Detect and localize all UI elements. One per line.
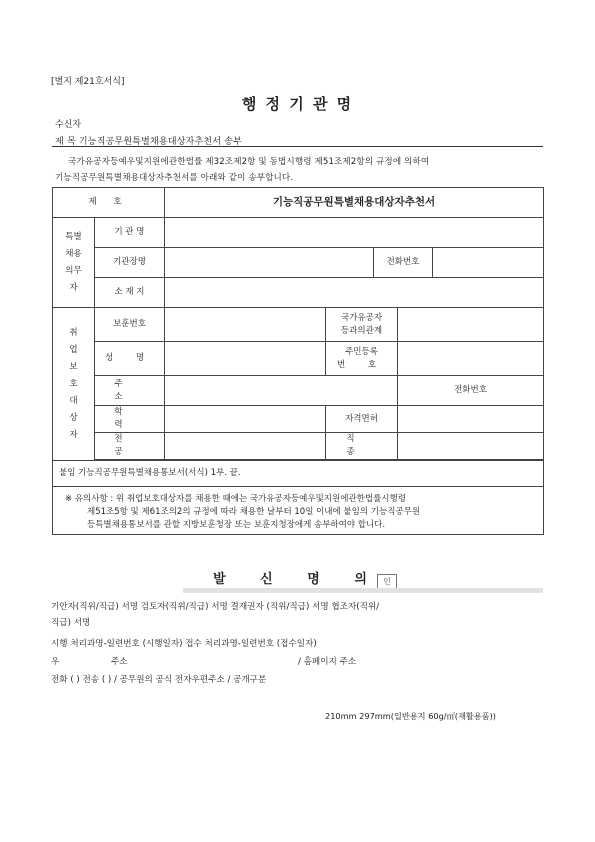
attachment-line: 붙임 기능직공무원특별채용통보서(서식) 1부. 끝. [53, 461, 544, 487]
sender-divider [183, 588, 543, 593]
paper-spec: 210mm 297mm(일반용지 60g/㎡(재활용품)) [325, 711, 496, 721]
protection-number-label: 보훈번호 [95, 308, 165, 342]
subject-underline [52, 146, 543, 147]
education-field[interactable] [165, 406, 326, 433]
agency-name-label: 기 관 명 [95, 218, 165, 248]
form-number: [별지 제21호서식] [51, 77, 125, 87]
notice-box [53, 487, 544, 535]
job-type-label: 직 종 [326, 433, 398, 460]
form-title: 기능직공무원특별채용대상자추천서 [165, 188, 544, 218]
homepage-label: / 홈페이지 주소 [298, 657, 357, 667]
protection-number-field[interactable] [165, 308, 326, 342]
sender-title: 발 신 명 의 [213, 572, 382, 587]
location-label: 소 재 지 [95, 278, 165, 308]
relation-field[interactable] [398, 308, 544, 342]
approval-line-1: 기안자(직위/직급) 서명 검토자(직위/직급) 서명 결재권자 (직위/직급) 서명 협조자(직위/ [51, 602, 380, 612]
rrn-label: 주민등록 번 호 [326, 342, 398, 376]
agency-name-field[interactable] [165, 218, 544, 248]
license-label: 자격면허 [326, 406, 398, 433]
job-type-field[interactable] [398, 433, 544, 460]
major-field[interactable] [165, 433, 326, 460]
intro-line-2: 기능직공무원특별채용대상자추천서를 아래와 같이 송부합니다. [55, 173, 294, 183]
name-field[interactable] [165, 342, 326, 376]
recommendation-form-table [52, 187, 544, 535]
major-label: 전 공 [95, 433, 165, 460]
license-field[interactable] [398, 406, 544, 433]
location-field[interactable] [165, 278, 544, 308]
subject-line: 제 목 기능직공무원특별채용대상자추천서 송부 [55, 137, 243, 147]
employer-section-label: 특별 채용 의무 자 [53, 218, 95, 308]
agency-name-title: 행 정 기 관 명 [241, 95, 354, 113]
address-label: 주 소 [95, 376, 165, 406]
address-footer-label: 주소 [111, 657, 128, 667]
address-field[interactable] [165, 376, 398, 406]
notice-line-3: 등특별채용통보서를 관할 지방보훈청장 또는 보훈지청장에게 송부하여야 합니다. [87, 520, 386, 530]
doc-number-label: 제 호 [53, 188, 165, 218]
notice-line-1: ※ 유의사항 : 위 취업보호대상자를 채용한 때에는 국가유공자등예우및지원에관한법률시행령 [65, 494, 406, 504]
recipient-label: 수신자 [55, 120, 82, 130]
agency-head-label: 기관장명 [95, 248, 165, 278]
postal-code-label: 우 [51, 657, 60, 667]
education-label: 학 력 [95, 406, 165, 433]
enforcement-line: 시행 처리과명-일련번호 (시행일자) 접수 처리과명-일련번호 (접수일자) [51, 639, 317, 649]
employer-phone-label: 전화번호 [374, 248, 433, 278]
candidate-phone-label: 전화번호 [398, 376, 544, 406]
intro-line-1: 국가유공자등예우및지원에관한법률 제32조제2항 및 동법시행령 제51조제2항의 규정에 의하여 [68, 157, 430, 167]
approval-line-2: 직급) 서명 [51, 618, 91, 628]
candidate-section-label: 취 업 보 호 대 상 자 [53, 308, 95, 461]
notice-line-2: 제51조5항 및 제61조의2의 규정에 따라 채용한 날부터 10일 이내에 붙임의 기능직공무원 [87, 507, 421, 517]
agency-head-field[interactable] [165, 248, 374, 278]
seal-box: 인 [377, 574, 397, 590]
contact-line: 전화 ( ) 전송 ( ) / 공무원의 공식 전자우편주소 / 공개구분 [51, 675, 267, 685]
relation-label: 국가유공자 등과의관계 [326, 308, 398, 342]
employer-phone-field[interactable] [433, 248, 544, 278]
rrn-field[interactable] [398, 342, 544, 376]
name-label: 성 명 [95, 342, 165, 376]
